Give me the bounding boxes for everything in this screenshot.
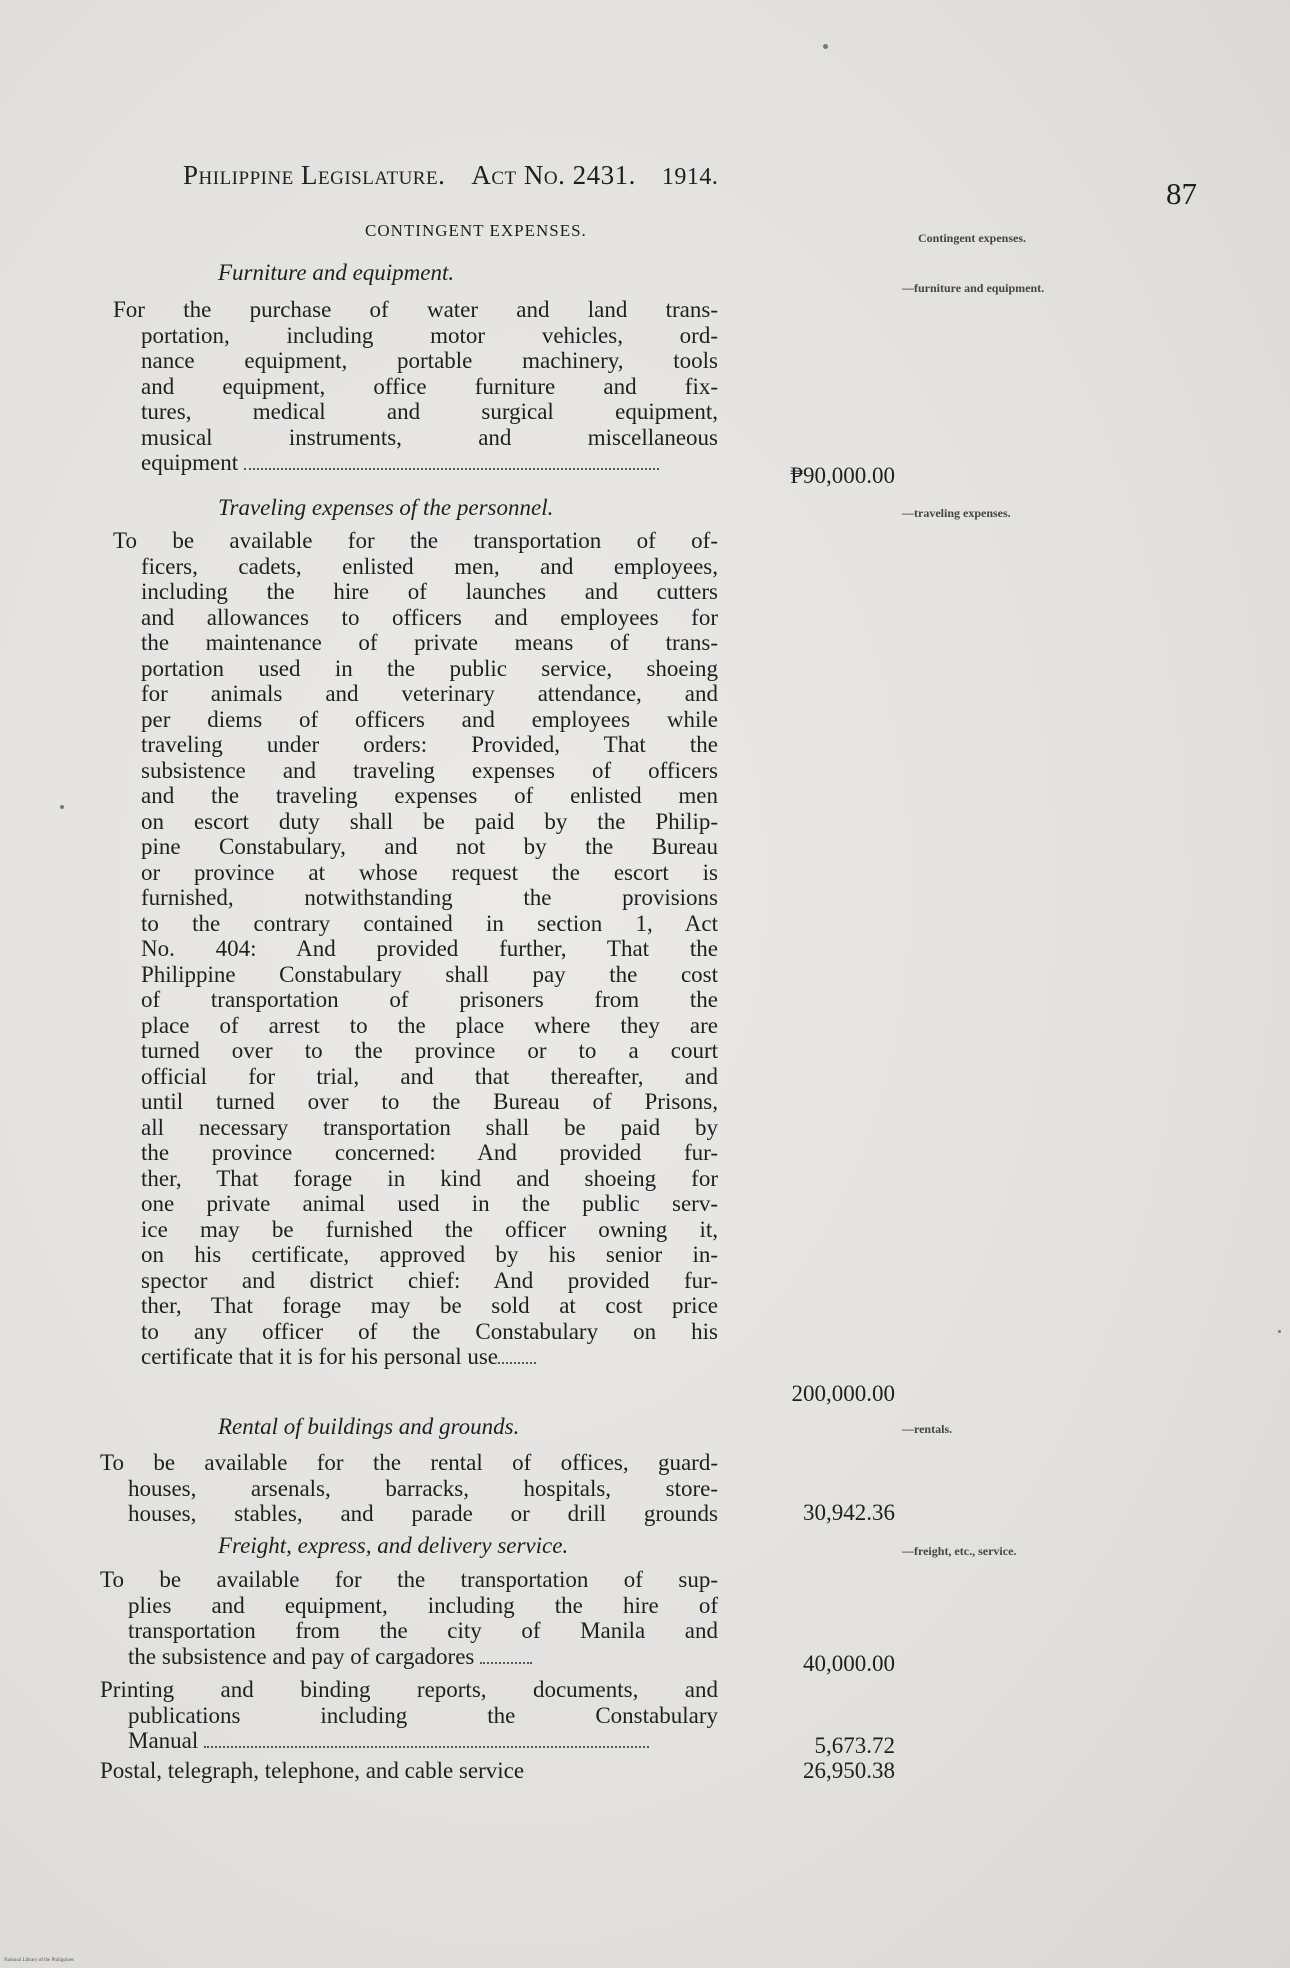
header-year: 1914.	[661, 164, 719, 190]
speck	[823, 44, 828, 49]
text-line: to the contrary contained in section 1, Act	[141, 910, 718, 936]
text-line-with-leader	[113, 450, 718, 476]
margin-note-contingent: Contingent expenses.	[918, 231, 1027, 245]
text-line: furnished, notwithstanding the provisions	[141, 885, 718, 910]
paragraph-postal	[100, 1758, 718, 1784]
header-legislature: Philippine Legislature.	[183, 160, 446, 190]
text-line: or province at whose request the escort is	[141, 859, 718, 885]
text-line: equipment	[141, 450, 239, 475]
text-line: the maintenance of private means of trans-	[141, 630, 718, 655]
text-line: transportation from the city of Manila and	[128, 1618, 718, 1643]
text-line: and allowances to officers and employees for	[141, 604, 718, 630]
text-line: ther, That forage may be sold at cost price	[141, 1293, 718, 1318]
text-line: publications including the Constabulary	[128, 1702, 718, 1728]
margin-note-furniture: —furniture and equipment.	[902, 281, 1045, 295]
text-line: of transportation of prisoners from the	[141, 987, 718, 1012]
text-line: ficers, cadets, enlisted men, and employees,	[141, 553, 718, 579]
text-line: spector and district chief: And provided fur-	[141, 1267, 718, 1293]
heading-furniture: Furniture and equipment.	[218, 260, 455, 285]
amount-printing: 5,673.72	[814, 1733, 895, 1758]
amount-freight: 40,000.00	[803, 1651, 895, 1676]
heading-freight: Freight, express, and delivery service.	[218, 1533, 569, 1558]
text-line: tures, medical and surgical equipment,	[141, 399, 718, 424]
text-line: portation, including motor vehicles, ord-	[141, 322, 718, 348]
text-line: the province concerned: And provided fur-	[141, 1140, 718, 1165]
text-line: portation used in the public service, shoeing	[141, 655, 718, 681]
margin-note-traveling: —traveling expenses.	[902, 506, 1011, 520]
dot-leader	[244, 454, 659, 470]
paragraph-freight	[100, 1567, 718, 1669]
text-line: nance equipment, portable machinery, tools	[141, 348, 718, 373]
text-line: and the traveling expenses of enlisted men	[141, 783, 718, 808]
running-header	[183, 160, 718, 191]
text-line: for animals and veterinary attendance, and	[141, 681, 718, 706]
text-line: all necessary transportation shall be paid by	[141, 1114, 718, 1140]
text-line: until turned over to the Bureau of Prisons,	[141, 1089, 718, 1114]
text-line: houses, stables, and parade or drill grounds	[128, 1501, 718, 1526]
amount-postal: 26,950.38	[803, 1758, 895, 1783]
text-line: traveling under orders: Provided, That the	[141, 732, 718, 757]
heading-traveling: Traveling expenses of the personnel.	[218, 495, 554, 520]
section-title: CONTINGENT EXPENSES.	[365, 221, 587, 240]
text-line-with-leader	[100, 1728, 718, 1754]
margin-note-freight: —freight, etc., service.	[902, 1544, 1017, 1558]
paragraph-printing	[100, 1677, 718, 1754]
paragraph-traveling	[113, 528, 718, 1370]
heading-rental: Rental of buildings and grounds.	[218, 1414, 520, 1439]
dot-leader	[498, 1348, 536, 1364]
text-line: ther, That forage in kind and shoeing for	[141, 1165, 718, 1191]
text-line: To be available for the rental of offices, guard-	[100, 1450, 718, 1475]
text-line: to any officer of the Constabulary on his	[141, 1318, 718, 1344]
text-line: houses, arsenals, barracks, hospitals, store-	[128, 1475, 718, 1501]
text-line: official for trial, and that thereafter, and	[141, 1063, 718, 1089]
text-line: on escort duty shall be paid by the Philip-	[141, 808, 718, 834]
text-line: plies and equipment, including the hire of	[128, 1592, 718, 1618]
text-line: Philippine Constabulary shall pay the cost	[141, 961, 718, 987]
amount-rental: 30,942.36	[803, 1500, 895, 1525]
paragraph-rental	[100, 1450, 718, 1527]
text-line: Postal, telegraph, telephone, and cable service	[100, 1758, 525, 1783]
text-line: musical instruments, and miscellaneous	[141, 424, 718, 450]
text-line: Manual	[128, 1728, 199, 1753]
text-line: ice may be furnished the officer owning it,	[141, 1216, 718, 1242]
margin-note-rentals: —rentals.	[902, 1422, 953, 1436]
amount-furniture: ₱90,000.00	[790, 463, 895, 488]
dot-leader	[480, 1648, 532, 1664]
text-line: including the hire of launches and cutters	[141, 579, 718, 604]
text-line: To be available for the transportation of of-	[113, 528, 718, 553]
paragraph-furniture	[113, 297, 718, 476]
text-line: Printing and binding reports, documents, and	[100, 1677, 718, 1702]
text-line: one private animal used in the public serv-	[141, 1191, 718, 1216]
text-line: To be available for the transportation of sup-	[100, 1567, 718, 1592]
text-line: the subsistence and pay of cargadores	[128, 1643, 475, 1669]
text-line-with-leader	[100, 1644, 718, 1670]
text-line: For the purchase of water and land trans-	[113, 297, 718, 322]
text-line: pine Constabulary, and not by the Bureau	[141, 834, 718, 859]
text-line: subsistence and traveling expenses of officers	[141, 757, 718, 783]
header-act: Act No. 2431.	[471, 160, 636, 190]
speck	[60, 805, 64, 809]
text-line: place of arrest to the place where they are	[141, 1012, 718, 1038]
amount-traveling: 200,000.00	[791, 1381, 895, 1406]
text-line-with-leader	[113, 1344, 718, 1370]
scan-footer: National Library of the Philippines	[4, 1958, 74, 1963]
speck	[1278, 1330, 1281, 1333]
text-line: turned over to the province or to a court	[141, 1038, 718, 1063]
text-line: certificate that it is for his personal use	[141, 1344, 499, 1369]
text-line: per diems of officers and employees while	[141, 706, 718, 732]
text-line: No. 404: And provided further, That the	[141, 936, 718, 961]
page-number: 87	[1166, 176, 1197, 211]
text-line: and equipment, office furniture and fix-	[141, 373, 718, 399]
text-line: on his certificate, approved by his senior in-	[141, 1242, 718, 1267]
dot-leader	[204, 1732, 649, 1748]
